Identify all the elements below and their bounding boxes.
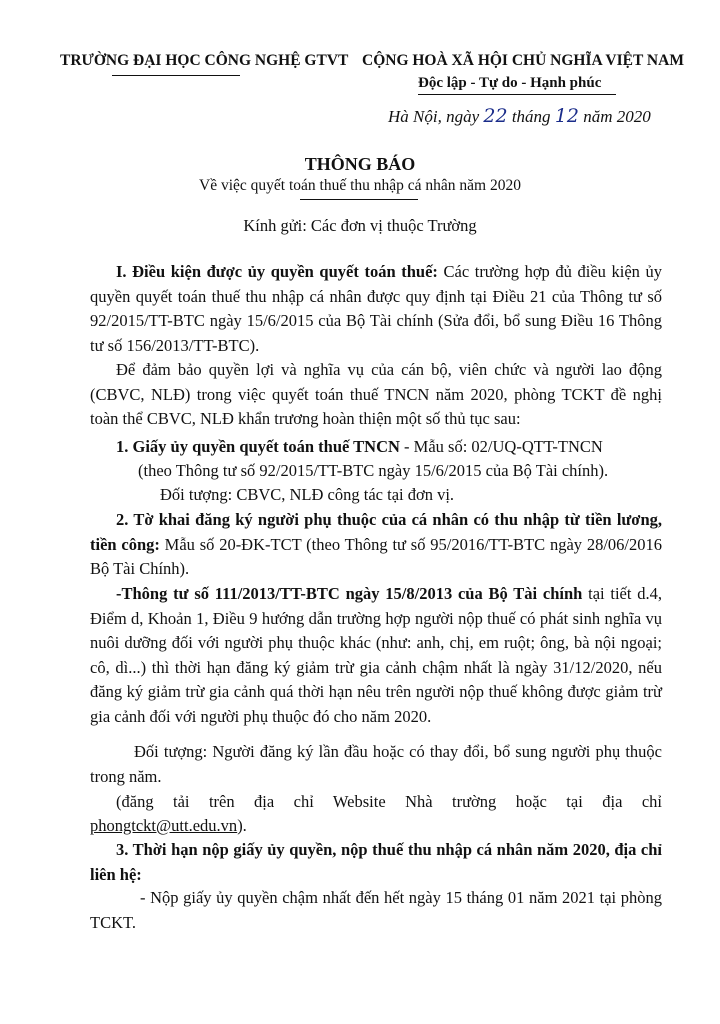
section-1-heading: I. Điều kiện được ủy quyền quyết toán thuế:: [116, 262, 438, 281]
doc-subtitle: Về việc quyết toán thuế thu nhập cá nhân năm 2020: [199, 177, 521, 194]
date-year: năm 2020: [583, 107, 651, 126]
item-2-circular: [90, 582, 662, 729]
item-2: [90, 508, 662, 582]
org-underline: [112, 75, 240, 76]
item-2-text: Mẫu số 20-ĐK-TCT (theo Thông tư số 95/2016/TT-BTC ngày 28/06/2016 Bộ Tài Chính).: [90, 534, 662, 578]
intro-text: Để đảm bảo quyền lợi và nghĩa vụ của cán bộ, viên chức và người lao động (CBVC, NLĐ) trong việc quyết toán thuế TNCN năm 2020, phòng TCKT đề nghị toàn thể CBVC, NLĐ khẩn trương hoàn thiện một số thủ tục sau:: [90, 360, 662, 428]
item-2-circular-text: tại tiết d.4, Điểm d, Khoản 1, Điều 9 hướng dẫn trường hợp người nộp thuế có phát sinh nghĩa vụ nuôi dưỡng đối với người phụ thuộc khác (như: anh, chị, em ruột; ông, bà nội ngoại; cô, dì...) thì thời hạn đăng ký giảm trừ gia cảnh chậm nhất là ngày 31/12/2020, nếu đăng ký giảm trừ gia cảnh quá thời hạn nêu trên người nộp thuế không được giảm trừ gia cảnh đối với người phụ thuộc đó cho năm 2020.: [90, 584, 662, 726]
item-1-target: Đối tượng: CBVC, NLĐ công tác tại đơn vị.: [160, 485, 455, 504]
item-2-target: Đối tượng: Người đăng ký lần đầu hoặc có thay đổi, bổ sung người phụ thuộc trong năm.: [90, 742, 662, 786]
item-3-text: - Nộp giấy ủy quyền chậm nhất đến hết ngày 15 tháng 01 năm 2021 tại phòng TCKT.: [90, 888, 662, 932]
date-line: [388, 104, 651, 130]
item-2-email-line: [90, 814, 247, 839]
date-day: 22: [483, 105, 508, 127]
item-1-heading: 1. Giấy ủy quyền quyết toán thuế TNCN: [116, 437, 400, 456]
item-2-website-text: (đăng tải trên địa chỉ Website Nhà trường hoặc tại địa chỉ: [116, 792, 662, 811]
section-1-text: Các trường hợp đủ điều kiện ủy quyền quyết toán thuế thu nhập cá nhân được quy định tại Điều 21 của Thông tư số 92/2015/TT-BTC ngày 15/6/2015 của Bộ Tài chính (Sửa đổi, bổ sung Điều 16 Thông tư số 156/2013/TT-BTC).: [90, 262, 662, 355]
section-1: [90, 260, 662, 358]
email-link[interactable]: phongtckt@utt.edu.vn: [90, 816, 238, 835]
date-month-label: tháng: [511, 107, 551, 126]
motto-underline: [418, 94, 616, 95]
item-1-text: - Mẫu số: 02/UQ-QTT-TNCN: [399, 437, 603, 456]
doc-title: THÔNG BÁO: [304, 154, 416, 174]
item-1-circular: (theo Thông tư số 92/2015/TT-BTC ngày 15/6/2015 của Bộ Tài chính).: [138, 461, 609, 480]
subtitle-underline: [300, 199, 418, 200]
national-motto: Độc lập - Tự do - Hạnh phúc: [418, 75, 602, 91]
item-2-heading: 2. Tờ khai đăng ký người phụ thuộc của cá nhân có thu nhập từ tiền lương, tiền công:: [90, 510, 662, 554]
date-month: 12: [554, 105, 579, 127]
item-1-line1: [116, 435, 603, 460]
item-2-website: [90, 790, 662, 815]
org-name: TRƯỜNG ĐẠI HỌC CÔNG NGHỆ GTVT: [60, 52, 349, 69]
greeting: Kính gửi: Các đơn vị thuộc Trường: [243, 216, 477, 235]
national-title: CỘNG HOÀ XÃ HỘI CHỦ NGHĨA VIỆT NAM: [362, 52, 684, 69]
item-3-body: [90, 886, 662, 935]
intro-paragraph: [90, 358, 662, 432]
item-2-circular-heading: -Thông tư số 111/2013/TT-BTC ngày 15/8/2013 của Bộ Tài chính: [116, 584, 583, 603]
item-2-target-paragraph: [90, 740, 662, 789]
item-3: [90, 838, 662, 887]
item-3-heading: 3. Thời hạn nộp giấy ủy quyền, nộp thuế thu nhập cá nhân năm 2020, địa chỉ liên hệ:: [90, 840, 662, 884]
date-prefix: Hà Nội, ngày: [388, 107, 480, 126]
item-2-website-end: ).: [237, 816, 247, 835]
